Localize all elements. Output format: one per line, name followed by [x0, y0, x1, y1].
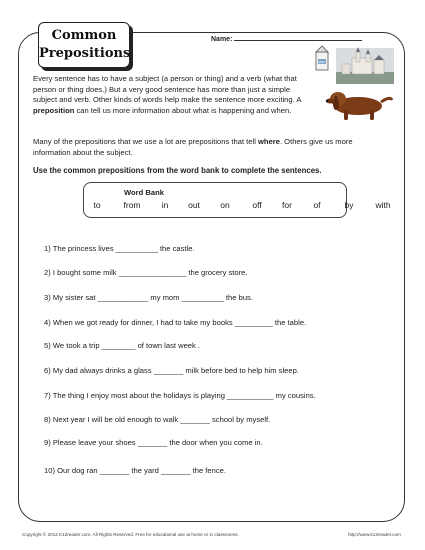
word-bank-word: from — [123, 200, 141, 210]
word-bank — [83, 182, 391, 218]
intro-keyword: preposition — [33, 105, 75, 115]
instructions: Use the common prepositions from the word bank to complete the sentences. — [33, 166, 322, 175]
intro-paragraph-2 — [33, 137, 388, 158]
word-bank-title: Word Bank — [124, 188, 164, 197]
name-line[interactable] — [234, 34, 362, 41]
dog-image — [326, 92, 392, 120]
sentence-item: 9) Please leave your shoes _______ the door when you come in. — [44, 438, 263, 447]
sentence-item: 4) When we got ready for dinner, I had to take my books _________ the table. — [44, 318, 307, 327]
word-bank-word: in — [161, 200, 169, 210]
milk-carton-icon — [316, 46, 328, 70]
illustration — [314, 44, 396, 130]
word-bank-word: of — [313, 200, 321, 210]
name-field — [211, 34, 362, 43]
title-box — [38, 22, 130, 68]
sentence-item: 5) We took a trip ________ of town last week . — [44, 341, 201, 350]
sentence-item: 7) The thing I enjoy most about the holidays is playing ___________ my cousins. — [44, 391, 316, 400]
name-label: Name: — [211, 36, 233, 43]
intro2-text-2: . Others give us more information about the subject. — [33, 137, 353, 157]
sentence-item: 10) Our dog ran _______ the yard _______ the fence. — [44, 466, 226, 475]
word-bank-word: for — [282, 200, 292, 210]
word-bank-word: out — [188, 200, 200, 210]
title-line-2: Prepositions — [39, 46, 131, 61]
svg-text:MILK: MILK — [318, 60, 326, 64]
title-line-1: Common — [51, 28, 117, 43]
sentence-item: 6) My dad always drinks a glass _______ milk before bed to help him sleep. — [44, 366, 299, 375]
word-bank-word: off — [252, 200, 262, 210]
sentence-item: 3) My sister sat ____________ my mom __________ the bus. — [44, 293, 253, 302]
word-bank-word: on — [220, 200, 230, 210]
intro-text-1: Every sentence has to have a subject (a person or thing) and a verb (what that person or thing does.) But a very good sentence has more than just a simple subject and verb. Other kinds of words help make the sentence more exciting. A — [33, 74, 302, 105]
copyright-footer: Copyright © 2012 K12reader.com. All Rights Reserved. Free for educational use at home or in classrooms. — [22, 532, 239, 537]
castle-image — [336, 47, 394, 84]
intro-paragraph — [33, 74, 307, 116]
word-bank-word: with — [375, 200, 391, 210]
intro2-text-1: Many of the prepositions that we use a lot are prepositions that tell — [33, 137, 258, 146]
intro-text-2: can tell us more information about what is happening and when. — [74, 105, 292, 115]
word-bank-word: to — [93, 200, 101, 210]
word-bank-word: by — [344, 200, 354, 210]
sentence-item: 8) Next year I will be old enough to walk _______ school by myself. — [44, 415, 271, 424]
intro2-keyword: where — [258, 137, 280, 146]
word-bank-words — [84, 200, 391, 212]
sentence-item: 2) I bought some milk ________________ the grocery store. — [44, 268, 248, 277]
website-footer[interactable]: http://www.k12reader.com — [348, 532, 401, 537]
sentence-item: 1) The princess lives __________ the castle. — [44, 244, 195, 253]
